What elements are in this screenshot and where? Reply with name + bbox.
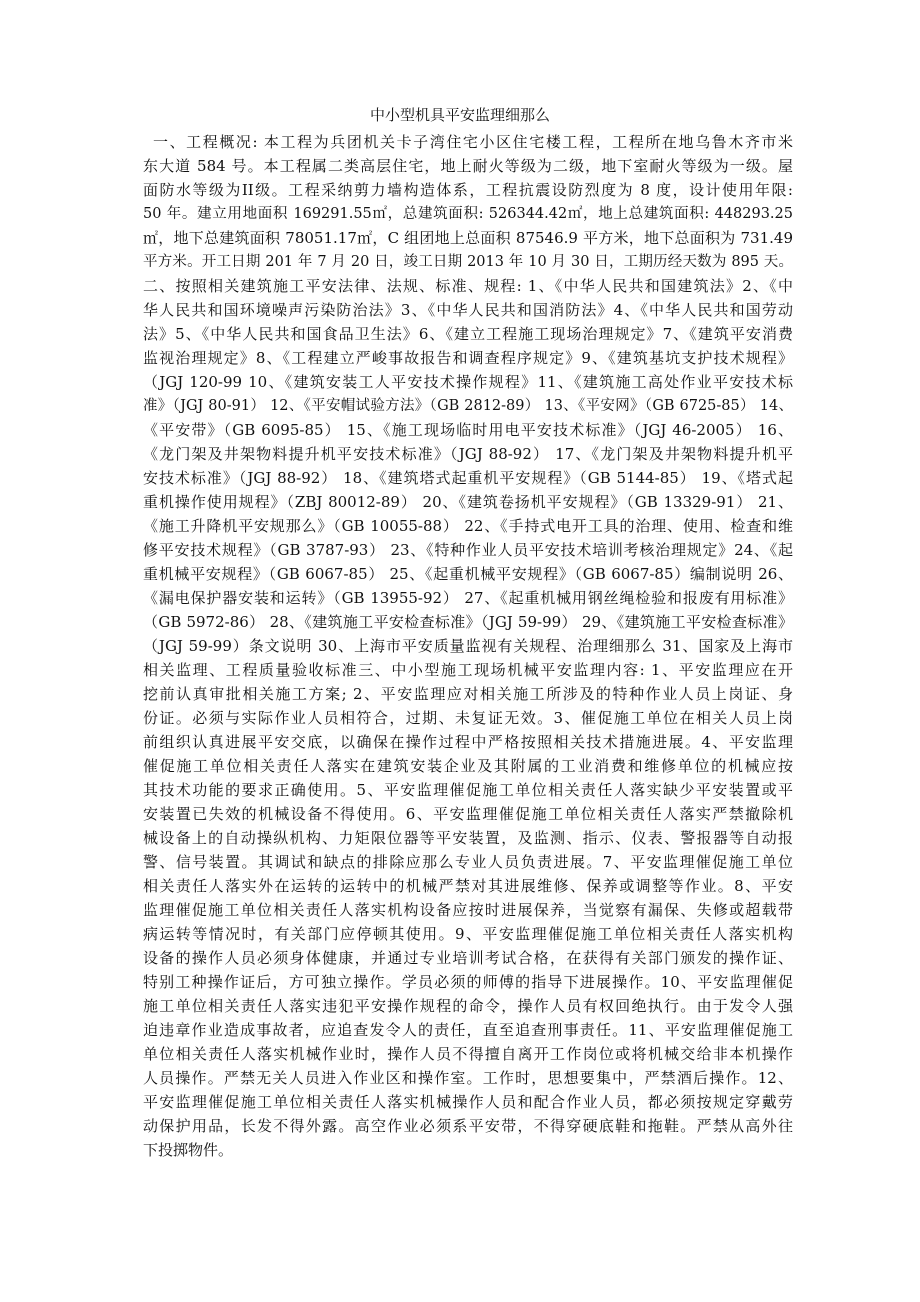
body-text-line: 施工单位相关责任人落实违犯平安操作规程的命令，操作人员有权回绝执行。由于发令人强 [143, 997, 793, 1015]
body-text-line: 迫违章作业造成事故者，应追查发令人的责任，直至追查刑事责任。11、平安监理催促施工 [143, 1021, 793, 1039]
body-text-line: 警、信号装置。其调试和缺点的排除应那么专业人员负责进展。7、平安监理催促施工单位 [143, 853, 793, 871]
body-text-line: 监视治理规定》8、《工程建立严峻事故报告和调查程序规定》9、《建筑基坑支护技术规程》 [143, 349, 793, 367]
body-text-line: 相关监理、工程质量验收标准三、中小型施工现场机械平安监理内容: 1、平安监理应在开 [143, 661, 793, 679]
body-text-line: 设备的操作人员必须身体健康，并通过专业培训考试合格，在获得有关部门颁发的操作证、 [143, 949, 793, 967]
body-text-line: 一、工程概况: 本工程为兵团机关卡子湾住宅小区住宅楼工程，工程所在地乌鲁木齐市米 [153, 133, 793, 151]
body-text-line: 《龙门架及井架物料提升机平安技术标准》（JGJ 88-92） 17、《龙门架及井架物料提升机平 [143, 445, 793, 463]
body-text-line: 二、按照相关建筑施工平安法律、法规、标准、规程: 1、《中华人民共和国建筑法》2、《中 [143, 277, 793, 295]
body-text-line: 修平安技术规程》（GB 3787-93） 23、《特种作业人员平安技术培训考核治理规定》24、《起 [143, 541, 793, 559]
body-text-line: 械设备上的自动操纵机构、力矩限位器等平安装置，及监测、指示、仪表、警报器等自动报 [143, 829, 793, 847]
document-body [143, 130, 793, 1162]
body-text-line: 挖前认真审批相关施工方案; 2、平安监理应对相关施工所涉及的特种作业人员上岗证、身 [143, 685, 793, 703]
body-text-line: 监理催促施工单位相关责任人落实机构设备应按时进展保养，当觉察有漏保、失修或超载带 [143, 901, 793, 919]
body-text-line: ㎡，地下总建筑面积 78051.17㎡，C 组团地上总面积 87546.9 平方米，地下总面积为 731.49 [143, 229, 793, 247]
body-text-line: 平安监理催促施工单位相关责任人落实机械操作人员和配合作业人员，都必须按规定穿戴劳 [143, 1093, 793, 1111]
body-text-line: 其技术功能的要求正确使用。5、平安监理催促施工单位相关责任人落实缺少平安装置或平 [143, 781, 793, 799]
body-text-line: 前组织认真进展平安交底，以确保在操作过程中严格按照相关技术措施进展。4、平安监理 [143, 733, 793, 751]
body-text-line: 《漏电保护器安装和运转》（GB 13955-92） 27、《起重机械用钢丝绳检验和报废有用标准》 [143, 589, 793, 607]
body-text-line: 人员操作。严禁无关人员进入作业区和操作室。工作时，思想要集中，严禁酒后操作。12、 [143, 1069, 793, 1087]
body-text-line: 法》5、《中华人民共和国食品卫生法》6、《建立工程施工现场治理规定》7、《建筑平安消费 [143, 325, 793, 343]
body-text-line: 面防水等级为II级。工程采纳剪力墙构造体系，工程抗震设防烈度为 8 度，设计使用年限: [143, 181, 793, 199]
body-text-line: 《施工升降机平安规那么》（GB 10055-88） 22、《手持式电开工具的治理、使用、检查和维 [143, 517, 793, 535]
body-text-line: 相关责任人落实外在运转的运转中的机械严禁对其进展维修、保养或调整等作业。8、平安 [143, 877, 793, 895]
body-text-line: 催促施工单位相关责任人落实在建筑安装企业及其附属的工业消费和维修单位的机械应按 [143, 757, 793, 775]
body-text-line: 华人民共和国环境噪声污染防治法》3、《中华人民共和国消防法》4、《中华人民共和国劳动 [143, 301, 793, 319]
body-text-line: 平方米。开工日期 201 年 7 月 20 日，竣工日期 2013 年 10 月 30 日，工期历经天数为 895 天。 [143, 254, 793, 270]
body-text-line: 50 年。建立用地面积 169291.55㎡，总建筑面积: 526344.42㎡，地上总建筑面积: 448293.25 [143, 206, 793, 222]
body-text-line: 病运转等情况时，有关部门应停顿其使用。9、平安监理催促施工单位相关责任人落实机构 [143, 925, 793, 943]
body-text-line: （JGJ 120-99 10、《建筑安装工人平安技术操作规程》11、《建筑施工高处作业平安技术标 [143, 373, 793, 391]
body-text-line: 准》（JGJ 80-91） 12、《平安帽试验方法》（GB 2812-89） 13、《平安网》（GB 6725-85） 14、 [143, 398, 793, 414]
body-text-line: 安技术标准》（JGJ 88-92） 18、《建筑塔式起重机平安规程》（GB 5144-85） 19、《塔式起 [143, 469, 793, 487]
body-text-line: （GB 5972-86） 28、《建筑施工平安检查标准》（JGJ 59-99） 29、《建筑施工平安检查标准》 [143, 613, 793, 631]
body-text-line: 安装置已失效的机械设备不得使用。6、平安监理催促施工单位相关责任人落实严禁撤除机 [143, 805, 793, 823]
body-text-line: 下投掷物件。 [143, 1141, 234, 1159]
body-text-line: 特别工种操作证后，方可独立操作。学员必须的师傅的指导下进展操作。10、平安监理催促 [143, 973, 793, 991]
body-text-line: 单位相关责任人落实机械作业时，操作人员不得擅自离开工作岗位或将机械交给非本机操作 [143, 1045, 793, 1063]
body-text-line: （JGJ 59-99）条文说明 30、上海市平安质量监视有关规程、治理细那么 31、国家及上海市 [143, 637, 793, 655]
body-text-line: 份证。必须与实际作业人员相符合，过期、未复证无效。3、催促施工单位在相关人员上岗 [143, 709, 793, 727]
body-text-line: 《平安带》（GB 6095-85） 15、《施工现场临时用电平安技术标准》（JGJ 46-2005） 16、 [143, 421, 793, 439]
body-text-line: 重机操作使用规程》（ZBJ 80012-89） 20、《建筑卷扬机平安规程》（GB 13329-91） 21、 [143, 493, 793, 511]
document-title: 中小型机具平安监理细那么 [369, 106, 550, 124]
body-text-line: 动保护用品，长发不得外露。高空作业必须系平安带，不得穿硬底鞋和拖鞋。严禁从高外往 [143, 1117, 793, 1135]
body-text-line: 东大道 584 号。本工程属二类高层住宅，地上耐火等级为二级，地下室耐火等级为一级。屋 [143, 157, 793, 175]
body-text-line: 重机械平安规程》（GB 6067-85） 25、《起重机械平安规程》（GB 6067-85）编制说明 26、 [143, 565, 793, 583]
